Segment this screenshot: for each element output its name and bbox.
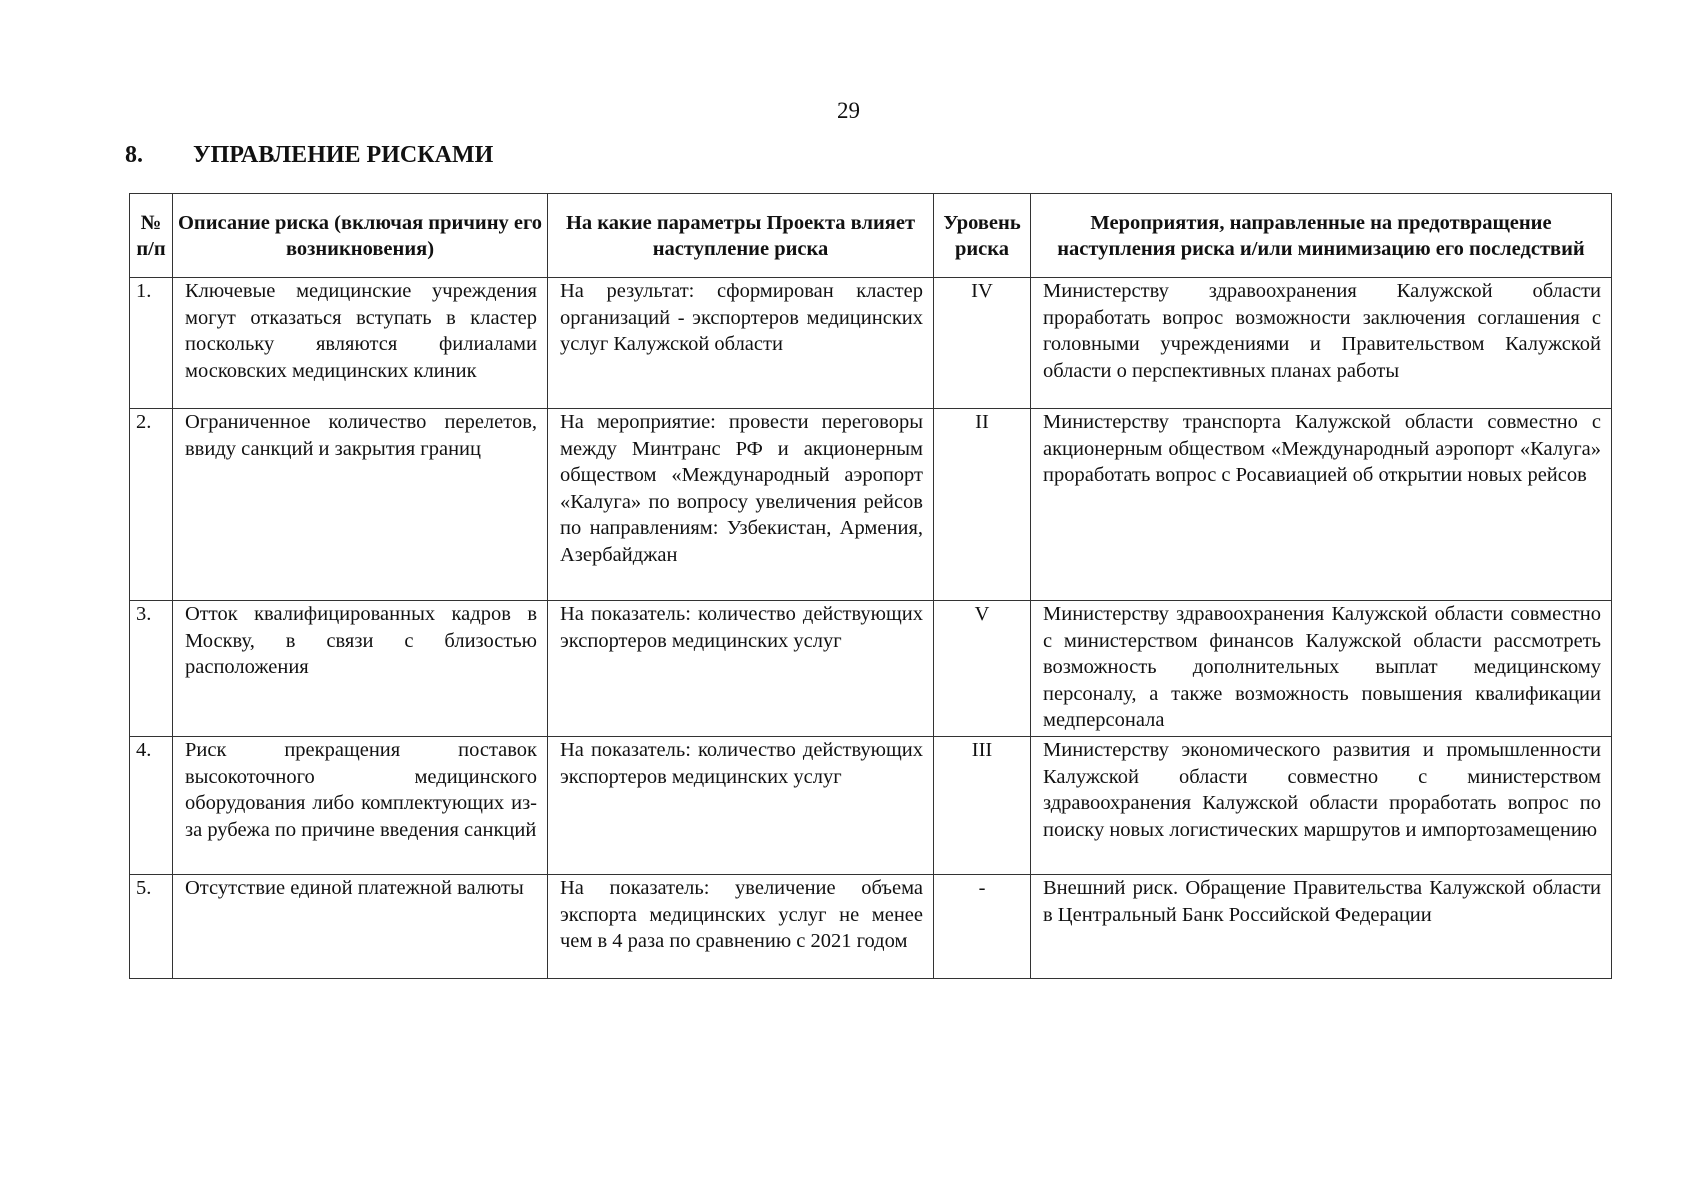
mitigation-measures: Внешний риск. Обращение Правительства Калужской области в Центральный Банк Российской Федерации [1031, 875, 1612, 979]
header-parameters: На какие параметры Проекта влияет наступление риска [548, 194, 934, 278]
table-header-row [130, 194, 1612, 278]
mitigation-measures: Министерству здравоохранения Калужской области проработать вопрос возможности заключения соглашения с головными учреждениями и Правительством Калужской области о перспективных планах работы [1031, 278, 1612, 409]
header-description: Описание риска (включая причину его возникновения) [173, 194, 548, 278]
risk-level: II [934, 409, 1031, 601]
risk-level: V [934, 601, 1031, 737]
table-row [130, 875, 1612, 979]
risk-level: III [934, 737, 1031, 875]
section-number: 8. [125, 142, 143, 168]
affected-parameters: На мероприятие: провести переговоры между Минтранс РФ и акционерным обществом «Международный аэропорт «Калуга» по вопросу увеличения рейсов по направлениям: Узбекистан, Армения, Азербайджан [548, 409, 934, 601]
table-row [130, 737, 1612, 875]
table-row [130, 278, 1612, 409]
risk-description: Ключевые медицинские учреждения могут отказаться вступать в кластер поскольку являются филиалами московских медицинских клиник [173, 278, 548, 409]
section-title: УПРАВЛЕНИЕ РИСКАМИ [193, 142, 494, 168]
affected-parameters: На показатель: количество действующих экспортеров медицинских услуг [548, 601, 934, 737]
risk-level: IV [934, 278, 1031, 409]
mitigation-measures: Министерству транспорта Калужской области совместно с акционерным обществом «Международный аэропорт «Калуга» проработать вопрос с Росавиацией об открытии новых рейсов [1031, 409, 1612, 601]
table-row [130, 409, 1612, 601]
risk-level: - [934, 875, 1031, 979]
header-measures: Мероприятия, направленные на предотвращение наступления риска и/или минимизацию его последствий [1031, 194, 1612, 278]
risk-description: Отток квалифицированных кадров в Москву, в связи с близостью расположения [173, 601, 548, 737]
mitigation-measures: Министерству здравоохранения Калужской области совместно с министерством финансов Калужской области рассмотреть возможность дополнительных выплат медицинскому персоналу, а также возможность повышения квалификации медперсонала [1031, 601, 1612, 737]
row-number: 2. [130, 409, 173, 601]
header-num: № п/п [130, 194, 173, 278]
row-number: 3. [130, 601, 173, 737]
risk-description: Отсутствие единой платежной валюты [173, 875, 548, 979]
header-level: Уровень риска [934, 194, 1031, 278]
risk-description: Ограниченное количество перелетов, ввиду санкций и закрытия границ [173, 409, 548, 601]
page-number: 29 [837, 98, 860, 123]
section-heading [125, 142, 493, 169]
risk-description: Риск прекращения поставок высокоточного медицинского оборудования либо комплектующих из-за рубежа по причине введения санкций [173, 737, 548, 875]
risk-table [129, 193, 1612, 979]
row-number: 1. [130, 278, 173, 409]
row-number: 4. [130, 737, 173, 875]
affected-parameters: На результат: сформирован кластер организаций - экспортеров медицинских услуг Калужской области [548, 278, 934, 409]
mitigation-measures: Министерству экономического развития и промышленности Калужской области совместно с министерством здравоохранения Калужской области проработать вопрос по поиску новых логистических маршрутов и импортозамещению [1031, 737, 1612, 875]
affected-parameters: На показатель: количество действующих экспортеров медицинских услуг [548, 737, 934, 875]
row-number: 5. [130, 875, 173, 979]
table-row [130, 601, 1612, 737]
affected-parameters: На показатель: увеличение объема экспорта медицинских услуг не менее чем в 4 раза по сравнению с 2021 годом [548, 875, 934, 979]
